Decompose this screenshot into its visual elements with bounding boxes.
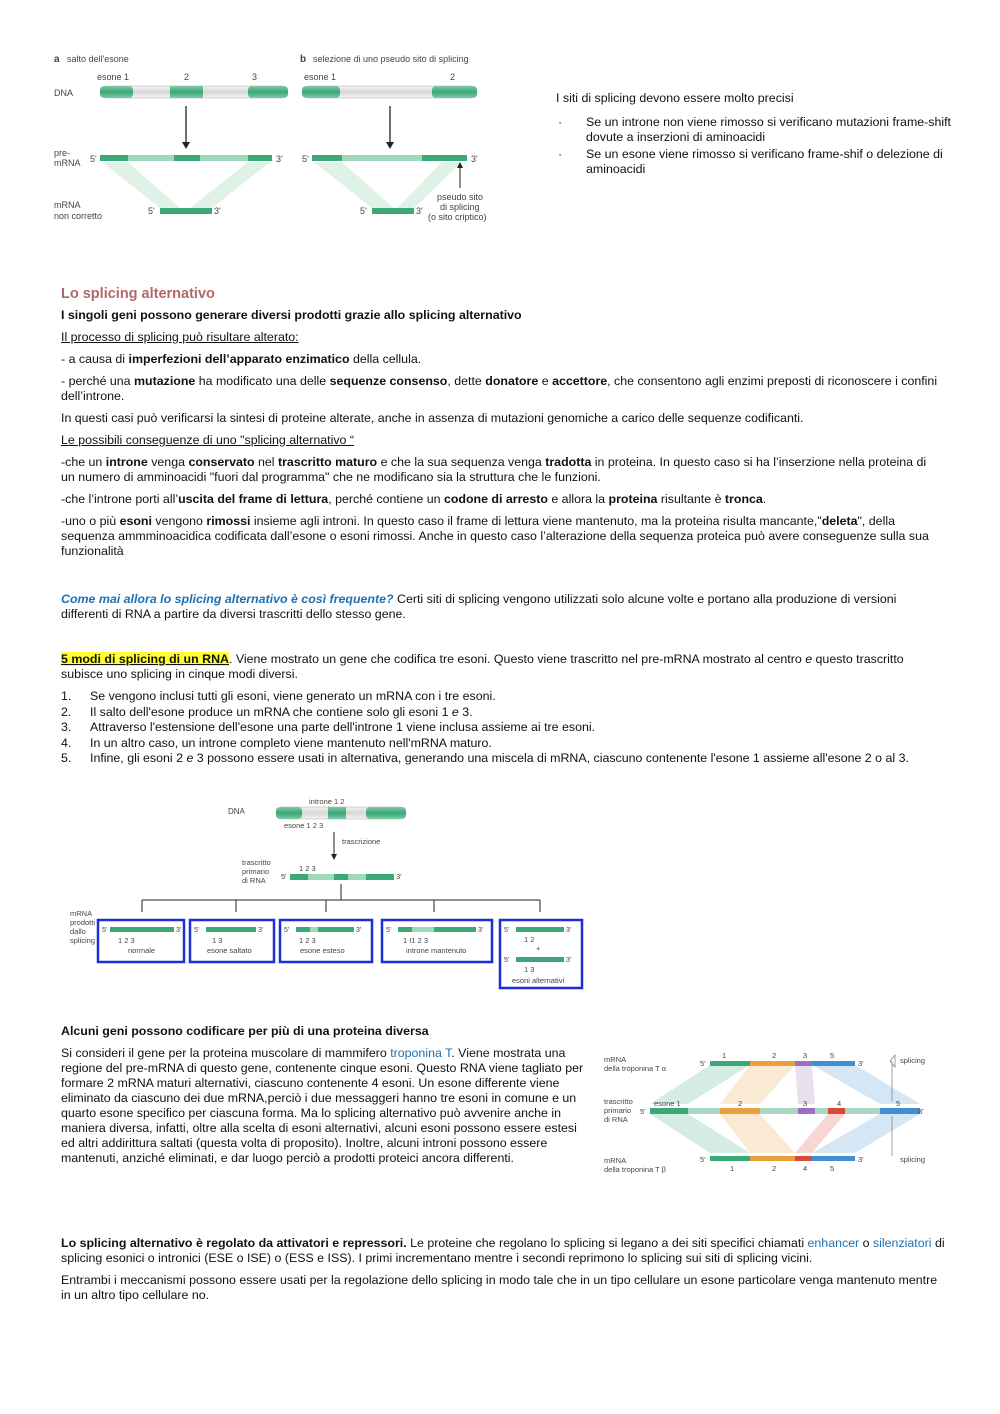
- dna-label: DNA: [54, 88, 74, 98]
- dna-exon3: [248, 86, 288, 98]
- troponina-term: troponina T: [390, 1046, 452, 1060]
- beta-exon1: [710, 1156, 750, 1161]
- bullet: ·: [558, 115, 563, 129]
- exon2-label: 2: [450, 72, 456, 82]
- troponin-figure: [600, 1046, 935, 1178]
- svg-text:5: 5: [896, 1099, 901, 1108]
- exon1-label: esone 1: [304, 72, 337, 82]
- troponin-bands: [650, 1061, 920, 1161]
- paragraph: - perché una mutazione ha modificato una delle sequenze consenso, dette donatore e accettore, che consentono agli enzimi preposti di riconoscere i confini dell’introne.: [61, 374, 938, 403]
- box-normale: [98, 920, 184, 962]
- panel-b-letter: b: [300, 54, 307, 65]
- box-nums: 1 2 3: [299, 936, 316, 945]
- svg-text:5': 5': [504, 957, 510, 964]
- five-prime: 5': [281, 872, 287, 881]
- splicing-label: splicing: [900, 1155, 926, 1164]
- svg-text:4: 4: [837, 1099, 842, 1108]
- svg-text:5: 5: [830, 1051, 835, 1060]
- svg-text:3': 3': [176, 927, 182, 934]
- pseudo-label: pseudo sito: [437, 192, 484, 202]
- five-prime: 5': [360, 206, 367, 216]
- paragraph: - a causa di imperfezioni dell’apparato enzimatico della cellula.: [61, 352, 422, 366]
- band-e5: [812, 1065, 920, 1104]
- side-note-title: I siti di splicing devono essere molto precisi: [556, 91, 794, 105]
- pre-mrna-label: pre-: [54, 148, 71, 158]
- box-nums: 1 2: [524, 935, 535, 944]
- exon3-label: 3: [252, 72, 258, 82]
- five-prime: 5': [90, 154, 97, 164]
- svg-text:1: 1: [722, 1051, 727, 1060]
- exon2-label: 2: [184, 72, 190, 82]
- dna-label: DNA: [228, 807, 245, 816]
- svg-text:5': 5': [194, 927, 200, 934]
- pseudo-label-3: (o sito criptico): [428, 212, 487, 222]
- exon1-label: esone 1: [97, 72, 130, 82]
- products-label: mRNA: [70, 909, 93, 918]
- list-item: 4. In un altro caso, un introne completo viene mantenuto nell'mRNA maturo.: [61, 735, 492, 750]
- alpha-exon1: [710, 1061, 750, 1066]
- svg-text:3: 3: [803, 1099, 808, 1108]
- underline-heading: Il processo di splicing può risultare alterato:: [61, 330, 299, 344]
- five-ways-intro: 5 modi di splicing di un RNA. Viene mostrato un gene che codifica tre esoni. Questo viene trascritto nel pre-mRNA mostrato al centro e questo trascritto subisce uno splicing in cinque modi diversi.: [61, 652, 904, 681]
- bot-label: mRNA: [604, 1156, 627, 1165]
- svg-text:3': 3': [478, 927, 484, 934]
- intron-labels: introne 1 2: [309, 797, 345, 806]
- plus: +: [536, 944, 541, 953]
- svg-text:2: 2: [738, 1099, 743, 1108]
- svg-text:5': 5': [700, 1059, 706, 1068]
- list-item: 1. Se vengono inclusi tutti gli esoni, viene generato un mRNA con i tre esoni.: [61, 689, 496, 703]
- side-note-item: [556, 115, 986, 145]
- primary-exon2: [720, 1108, 760, 1114]
- primary-label: trascritto: [242, 858, 271, 867]
- mrna-bar: [160, 208, 212, 214]
- pre-mrna-label-2: mRNA: [54, 158, 81, 168]
- mrna-label: mRNA: [54, 200, 81, 210]
- list-item: 5. Infine, gli esoni 2 e 3 possono essere usati in alternativa, generando una miscela di mRNA, ciascuno contenente l'esone 1 assieme all'esone 2 o al 3.: [61, 751, 909, 765]
- paragraph: Lo splicing alternativo è regolato da attivatori e repressori. Le proteine che regolano lo splicing si legano a dei siti specifici chiamati enhancer o silenziatori di splicing esonici o intronici (ESE o ISE) o (ESS e ISS). I primi incrementano mentre i secondi reprimono lo splicing sui siti di splicing vicini.: [61, 1236, 945, 1265]
- five-prime: 5': [148, 206, 155, 216]
- primary-exon4: [828, 1108, 845, 1114]
- panel-b-title: selezione di uno pseudo sito di splicing: [313, 54, 469, 64]
- silencer-term: silenziatori: [872, 1236, 932, 1250]
- question: Come mai allora lo splicing alternativo è così frequente?: [61, 592, 394, 606]
- products-label-2: prodotti: [70, 918, 96, 927]
- transcription-label: trascrizione: [342, 837, 381, 846]
- primary-label-3: di RNA: [242, 876, 266, 885]
- section-heading: Lo splicing alternativo: [61, 286, 215, 302]
- beta-exon5: [812, 1156, 855, 1161]
- svg-text:5': 5': [284, 927, 290, 934]
- three-prime: 3': [214, 206, 221, 216]
- beta-exon2: [750, 1156, 795, 1161]
- question-paragraph: [61, 592, 941, 622]
- three-prime: 3': [396, 872, 402, 881]
- paragraph: -che un introne venga conservato nel trascritto maturo e che la sua sequenza venga tradotta in proteina. In questo caso si ha l’inserzione nella proteina di un numero di amminoacidi "fuori dal programma" che ne modificano sia la struttura che le funzioni.: [61, 455, 927, 484]
- dna-exon1: [100, 86, 133, 98]
- svg-text:3': 3': [858, 1155, 864, 1164]
- primary-exon1: [650, 1108, 688, 1114]
- products-label-3: dallo: [70, 927, 86, 936]
- box-nums: 1 I1 2 3: [403, 936, 429, 945]
- svg-text:3': 3': [918, 1107, 924, 1116]
- primary-intron: [650, 1108, 920, 1114]
- troponina-paragraph: Si consideri il gene per la proteina muscolare di mammifero troponina T. Viene mostrata una regione del pre-mRNA di questo gene, contenente cinque esoni. Questo RNA viene tagliato per formare 2 mRNA maturi alternativi, ciascuno contenente 4 esoni. Un esone differente viene eliminato da ciascuno dei due mRNA,perciò i due messaggeri hanno tre esoni in comune e un quarto esone specifico per ciascuna forma. Ma lo splicing alternativo può avvenire anche in maniera diversa, infatti, oltre alla scelta di esoni alternativi, alcuni esoni possono essere estesi ed altri addirittura saltati (questa volta di proposito). Inoltre, alcuni introni possono essere mantenuti, anziché eliminati, e dar luogo perciò a prodotti proteici ancora differenti.: [61, 1046, 584, 1165]
- top-label-2: della troponina T α: [604, 1064, 667, 1073]
- mrna-label-2: non corretto: [54, 211, 103, 221]
- mid-label-2: primario: [604, 1106, 632, 1115]
- box-nums: 1 3: [524, 965, 535, 974]
- svg-text:5': 5': [102, 927, 108, 934]
- three-prime: 3': [471, 154, 478, 164]
- primary-label-2: primario: [242, 867, 270, 876]
- primary-nums: 1 2 3: [299, 864, 316, 873]
- side-note: [556, 91, 986, 177]
- panel-a-letter: a: [54, 54, 60, 65]
- svg-text:3: 3: [803, 1051, 808, 1060]
- enhancer-term: enhancer: [807, 1236, 860, 1250]
- box-label: esone esteso: [300, 946, 345, 955]
- underline-heading: Le possibili conseguenze di uno "splicing alternativo “: [61, 433, 355, 447]
- svg-text:5: 5: [830, 1164, 835, 1173]
- box-label: normale: [128, 946, 156, 955]
- three-prime: 3': [416, 206, 423, 216]
- alpha-exon2: [750, 1061, 795, 1066]
- section-troponina: [61, 1024, 941, 1039]
- side-note-text: Se un introne non viene rimosso si verificano mutazioni frame-shift dovute a inserzioni di aminoacidi: [586, 115, 952, 144]
- box-label: esone saltato: [207, 946, 252, 955]
- exon-skipping-figure: [52, 48, 502, 228]
- bullet: ·: [558, 147, 563, 161]
- svg-text:3': 3': [356, 927, 362, 934]
- svg-text:3': 3': [258, 927, 264, 934]
- svg-text:3': 3': [566, 927, 572, 934]
- exon1-label: esone 1: [654, 1099, 681, 1108]
- paragraph: Entrambi i meccanismi possono essere usati per la regolazione dello splicing in modo tale che in un tipo cellulare un esone particolare venga mantenuto mentre in un altro tipo cellulare no.: [61, 1273, 938, 1302]
- paragraph: -che l’introne porti all’uscita del frame di lettura, perché contiene un codone di arresto e allora la proteina risultante è tronca.: [61, 492, 767, 506]
- primary-exon5: [880, 1108, 920, 1114]
- svg-text:5': 5': [386, 927, 392, 934]
- alpha-exon3: [795, 1061, 812, 1066]
- five-ways-list: [61, 689, 946, 767]
- svg-text:5': 5': [640, 1107, 646, 1116]
- top-label: mRNA: [604, 1055, 627, 1064]
- svg-text:3': 3': [566, 957, 572, 964]
- box-nums: 1 2 3: [118, 936, 135, 945]
- paragraph: -uno o più esoni vengono rimossi insieme agli introni. In questo caso il frame di lettura viene mantenuto, ma la proteina risulta mancante,"deleta", della sequenza ammminoacidica codificata dall’esone o esoni rimossi. Anche in questo caso l’alterazione della sequenza proteica può avere conseguenze sulla sua funzionalità: [61, 514, 929, 558]
- products-label-4: splicing: [70, 936, 96, 945]
- answer: Certi siti di splicing vengono utilizzati solo alcune volte e portano alla produzione di versioni differenti di RNA a partire da diversi trascritti dello stesso gene.: [61, 592, 897, 621]
- section-splicing-alternativo: [61, 285, 941, 559]
- section-heading: Alcuni geni possono codificare per più di una proteina diversa: [61, 1024, 429, 1038]
- box-label: introne mantenuto: [406, 946, 467, 955]
- pseudo-label-2: di splicing: [440, 202, 480, 212]
- beta-exon4: [795, 1156, 812, 1161]
- box-introne-mantenuto: [382, 920, 492, 962]
- panel-a-title: salto dell'esone: [67, 54, 129, 64]
- svg-text:2: 2: [772, 1164, 777, 1173]
- svg-text:1: 1: [730, 1164, 735, 1173]
- alpha-exon5: [812, 1061, 855, 1066]
- list-item: 3. Attraverso l'estensione dell'esone una parte dell'introne 1 viene inclusa assieme ai tre esoni.: [61, 720, 596, 734]
- five-ways-section: [61, 652, 946, 767]
- exon-labels: esone 1 2 3: [284, 821, 324, 830]
- svg-text:3': 3': [858, 1059, 864, 1068]
- section-regulation: [61, 1236, 946, 1303]
- box-nums: 1 3: [212, 936, 223, 945]
- dna-exon2: [170, 86, 203, 98]
- five-splicing-modes-figure: [66, 792, 591, 992]
- svg-text:2: 2: [772, 1051, 777, 1060]
- svg-text:4: 4: [803, 1164, 808, 1173]
- paragraph: In questi casi può verificarsi la sintesi di proteine alterate, anche in assenza di mutazioni genomiche a carico delle sequenze codificanti.: [61, 411, 804, 425]
- mid-label: trascritto: [604, 1097, 633, 1106]
- svg-text:5': 5': [700, 1155, 706, 1164]
- five-prime: 5': [302, 154, 309, 164]
- primary-exon3: [798, 1108, 815, 1114]
- box-label: esoni alternativi: [512, 976, 565, 985]
- svg-text:5': 5': [504, 927, 510, 934]
- highlight: 5 modi di splicing di un RNA: [61, 652, 229, 666]
- mid-label-3: di RNA: [604, 1115, 628, 1124]
- list-item: 2. Il salto dell'esone produce un mRNA che contiene solo gli esoni 1 e 3.: [61, 704, 473, 719]
- splicing-label: splicing: [900, 1056, 926, 1065]
- three-prime: 3': [276, 154, 283, 164]
- section-subtitle: I singoli geni possono generare diversi prodotti grazie allo splicing alternativo: [61, 308, 522, 322]
- side-note-text: Se un esone viene rimosso si verificano frame-shif o delezione di aminoacidi: [586, 147, 943, 176]
- side-note-item: [556, 147, 986, 177]
- bot-label-2: della troponina T β: [604, 1165, 666, 1174]
